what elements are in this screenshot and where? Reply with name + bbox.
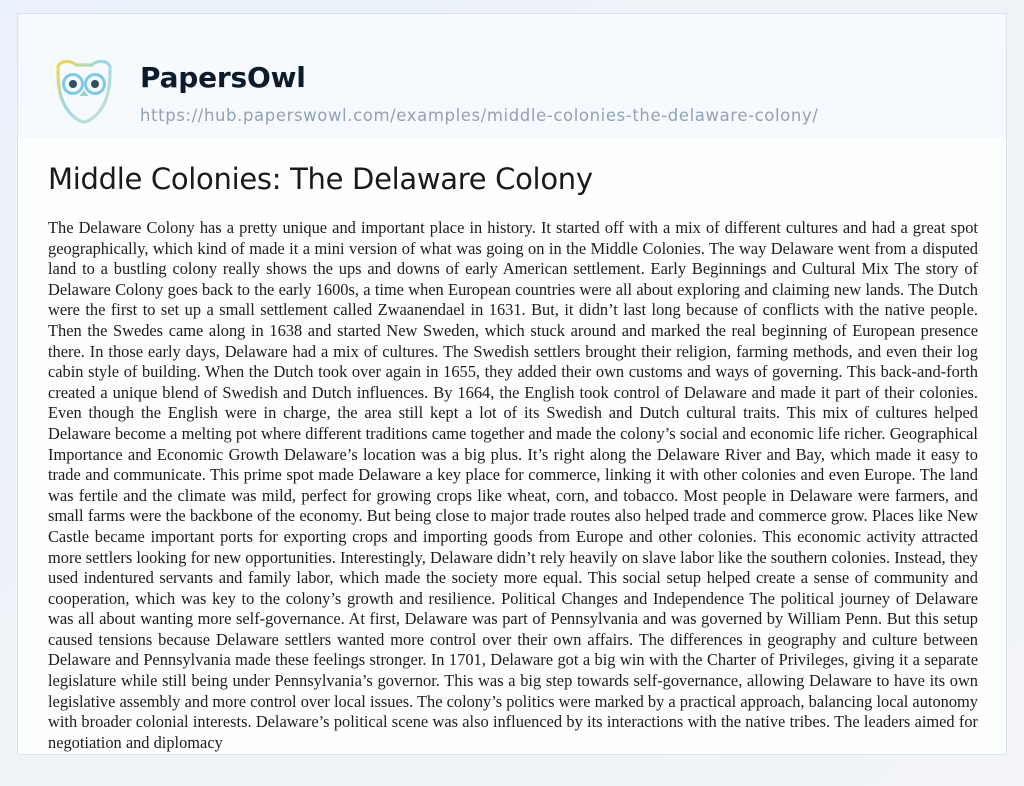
document-sheet	[18, 14, 1006, 754]
site-header	[18, 14, 1006, 138]
brand-text-block	[140, 61, 819, 125]
brand-name: PapersOwl	[140, 61, 306, 94]
brand-row[interactable]	[48, 56, 818, 128]
page-title: Middle Colonies: The Delaware Colony	[48, 162, 593, 196]
page-url[interactable]: https://hub.paperswowl.com/examples/middle-colonies-the-delaware-colony/	[140, 106, 819, 125]
article-body: The Delaware Colony has a pretty unique and important place in history. It started off with a mix of different cultures and had a great spot geographically, which kind of made it a mini version of what was going on in the Middle Colonies. The way Delaware went from a disputed land to a bustling colony really shows the ups and downs of early American settlement. Early Beginnings and Cultural Mix The story of Delaware Colony goes back to the early 1600s, a time when European countries were all about exploring and claiming new lands. The Dutch were the first to set up a small settlement called Zwaanendael in 1631. But, it didn’t last long because of conflicts with the native people. Then the Swedes came along in 1638 and started New Sweden, which stuck around and marked the real beginning of European presence there. In those early days, Delaware had a mix of cultures. The Swedish settlers brought their religion, farming methods, and even their log cabin style of building. When the Dutch took over again in 1655, they added their own customs and ways of governing. This back-and-forth created a unique blend of Swedish and Dutch influences. By 1664, the English took control of Delaware and made it part of their colonies. Even though the English were in charge, the area still kept a lot of its Swedish and Dutch cultural traits. This mix of cultures helped Delaware become a melting pot where different traditions came together and made the colony’s social and economic life richer. Geographical Importance and Economic Growth Delaware’s location was a big plus. It’s right along the Delaware River and Bay, which made it easy to trade and communicate. This prime spot made Delaware a key place for commerce, linking it with other colonies and even Europe. The land was fertile and the climate was mild, perfect for growing crops like wheat, corn, and tobacco. Most people in Delaware were farmers, and small farms were the backbone of the economy. But being close to major trade routes also helped trade and commerce grow. Places like New Castle became important ports for exporting crops and importing goods from Europe and other colonies. This economic activity attracted more settlers looking for new opportunities. Interestingly, Delaware didn’t rely heavily on slave labor like the southern colonies. Instead, they used indentured servants and family labor, which made the society more equal. This social setup helped create a sense of community and cooperation, which was key to the colony’s growth and resilience. Political Changes and Independence The political journey of Delaware was all about wanting more self-governance. At first, Delaware was part of Pennsylvania and was governed by William Penn. But this setup caused tensions because Delaware settlers wanted more control over their own affairs. The differences in geography and culture between Delaware and Pennsylvania made these feelings stronger. In 1701, Delaware got a big win with the Charter of Privileges, giving it a separate legislature while still being under Pennsylvania’s governor. This was a big step towards self-governance, allowing Delaware to have its own legislative assembly and more control over local issues. The colony’s politics were marked by a practical approach, balancing local autonomy with broader colonial interests. Delaware’s political scene was also influenced by its interactions with the native tribes. The leaders aimed for negotiation and diplomacy	[48, 218, 978, 752]
article-content	[48, 162, 978, 753]
owl-icon	[48, 56, 120, 128]
